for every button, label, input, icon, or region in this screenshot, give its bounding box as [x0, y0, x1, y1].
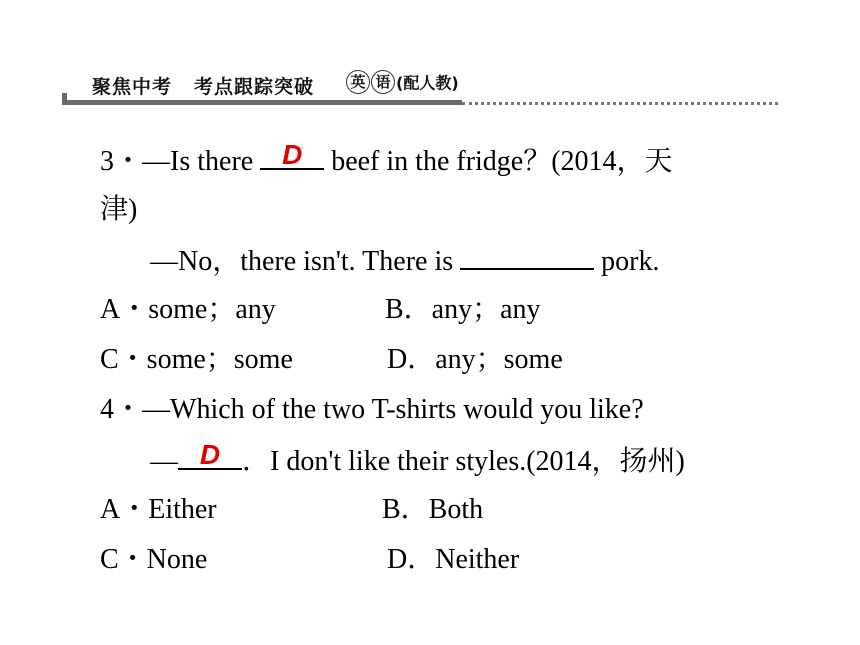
subject-label — [346, 70, 459, 94]
empty-blank — [460, 242, 594, 270]
page-header — [0, 0, 860, 110]
dialogue-reply — [150, 439, 685, 480]
reply-text: —No，there isn't. There is — [150, 246, 461, 277]
option-d: D．Neither — [387, 544, 520, 575]
reply-text: ．I don't like their styles.(2014，扬州) — [242, 446, 685, 477]
option-b: B．Both — [382, 494, 484, 525]
stem-text: —Which of the two T-shirts would you like? — [142, 394, 644, 425]
subject-char-badge: 语 — [371, 70, 395, 94]
header-section-left: 聚焦中考 — [92, 76, 173, 98]
answer-blank — [178, 439, 242, 470]
option-a: A・Either — [100, 494, 217, 525]
header-title — [92, 72, 314, 99]
header-rule — [62, 100, 462, 105]
question-stem — [100, 139, 673, 180]
option-c: C・some；some — [100, 344, 293, 375]
edition-label: (配人教) — [396, 73, 459, 93]
option-c: C・None — [100, 544, 208, 575]
reply-text: — — [150, 446, 178, 477]
dialogue-reply — [150, 242, 659, 280]
question-number: 3・ — [100, 146, 143, 177]
stem-text: —Is there — [142, 146, 261, 177]
reply-text: pork. — [594, 246, 660, 277]
header-section-right: 考点跟踪突破 — [194, 76, 315, 98]
question-stem — [100, 392, 644, 428]
option-b: B．any；any — [385, 294, 541, 325]
stem-text: beef in the fridge？(2014，天 — [324, 146, 673, 177]
option-a: A・some；any — [100, 294, 276, 325]
header-dotted-rule — [462, 102, 778, 105]
answer-mark: D — [282, 139, 303, 170]
question-stem-continued — [100, 192, 137, 228]
answer-mark: D — [199, 439, 221, 470]
question-number: 4・ — [100, 394, 143, 425]
subject-char-badge: 英 — [346, 70, 370, 94]
answer-blank — [260, 139, 324, 170]
option-d: D．any；some — [387, 344, 563, 375]
stem-text: 津) — [100, 194, 138, 225]
